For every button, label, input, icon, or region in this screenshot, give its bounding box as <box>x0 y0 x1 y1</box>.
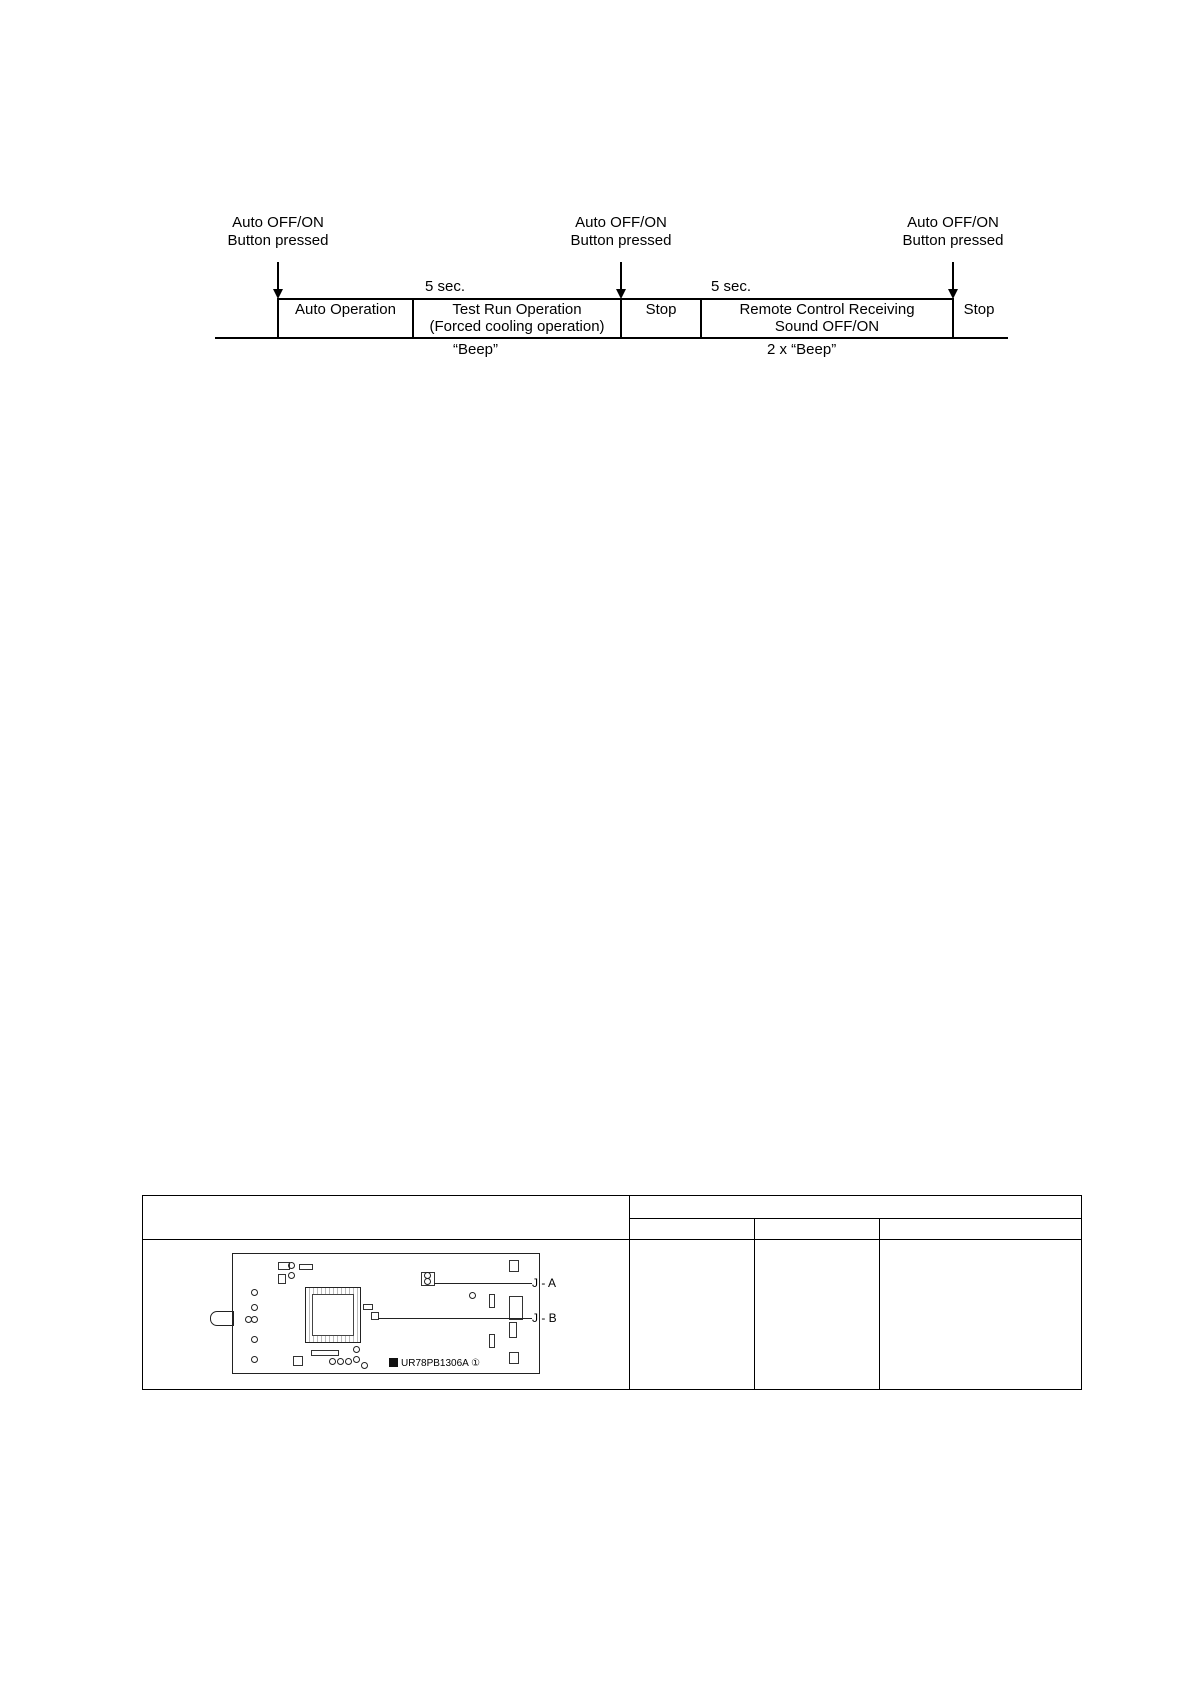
press-arrow-3-shaft <box>952 262 954 292</box>
mounting-hole <box>469 1292 476 1299</box>
press-label-2 <box>541 214 701 250</box>
pcb-drawing <box>210 1253 560 1376</box>
microcontroller-chip <box>305 1287 361 1343</box>
table-column-divider <box>879 1218 880 1390</box>
mounting-hole <box>251 1289 258 1296</box>
table-row-divider <box>143 1239 1081 1240</box>
circled-one-icon: ① <box>471 1358 481 1369</box>
pcb-pad <box>288 1272 295 1279</box>
pcb-component <box>293 1356 303 1366</box>
interval-label-1: 5 sec. <box>425 278 466 295</box>
pcb-marking-text: UR78PB1306A <box>401 1358 469 1369</box>
pcb-board <box>232 1253 540 1374</box>
pcb-component <box>278 1274 286 1284</box>
pcb-component <box>489 1294 495 1308</box>
press-arrow-2-shaft <box>620 262 622 292</box>
state-test-run-line1: Test Run Operation <box>452 301 582 318</box>
press-label-1-line1: Auto OFF/ON <box>232 214 324 231</box>
jumper-b-leader <box>378 1318 532 1319</box>
state-test-run-line2: (Forced cooling operation) <box>429 318 605 335</box>
pcb-component <box>299 1264 313 1270</box>
pcb-pad <box>329 1358 336 1365</box>
jumper-a-hole <box>424 1278 431 1285</box>
beep-label-2: 2 x “Beep” <box>767 341 837 358</box>
pcb-component <box>363 1304 373 1310</box>
table-column-divider <box>754 1218 755 1390</box>
mounting-hole <box>245 1316 252 1323</box>
state-test-run <box>414 301 620 335</box>
mounting-hole <box>251 1336 258 1343</box>
state-remote-line1: Remote Control Receiving <box>739 301 915 318</box>
pcb-component <box>509 1322 517 1338</box>
jumper-table <box>142 1195 1082 1390</box>
manufacturer-logo-icon <box>389 1358 398 1367</box>
pcb-pad <box>345 1358 352 1365</box>
pcb-component <box>509 1352 519 1364</box>
timeline-top-border <box>277 298 954 300</box>
pcb-pad <box>337 1358 344 1365</box>
pcb-component <box>489 1334 495 1348</box>
state-auto-operation: Auto Operation <box>295 301 396 318</box>
pcb-component <box>311 1350 339 1356</box>
timing-diagram <box>0 0 1190 380</box>
jumper-a-leader <box>434 1283 532 1284</box>
state-remote-line2: Sound OFF/ON <box>774 318 880 335</box>
pcb-pad <box>353 1356 360 1363</box>
beep-label-1: “Beep” <box>453 341 499 358</box>
press-arrow-1-shaft <box>277 262 279 292</box>
table-column-divider <box>629 1196 630 1390</box>
table-row-divider <box>629 1218 1081 1219</box>
jumper-b-label: J - B <box>532 1311 557 1325</box>
state-remote-sound <box>702 301 952 335</box>
mounting-hole <box>251 1304 258 1311</box>
press-label-2-line1: Auto OFF/ON <box>575 214 667 231</box>
state-stop-2: Stop <box>963 301 995 318</box>
press-label-1 <box>198 214 358 250</box>
jumper-a-label: J - A <box>532 1276 557 1290</box>
pcb-component <box>509 1260 519 1272</box>
press-label-3-line1: Auto OFF/ON <box>907 214 999 231</box>
pcb-pad <box>353 1346 360 1353</box>
microcontroller-chip-body <box>312 1294 354 1336</box>
interval-label-2: 5 sec. <box>711 278 752 295</box>
pcb-component <box>509 1296 523 1320</box>
pcb-pad <box>361 1362 368 1369</box>
pcb-marking <box>389 1358 480 1369</box>
mounting-hole <box>251 1316 258 1323</box>
state-stop-1: Stop <box>645 301 677 318</box>
timeline-baseline <box>215 337 1008 339</box>
pcb-pad <box>288 1262 295 1269</box>
press-label-3 <box>873 214 1033 250</box>
press-label-3-line2: Button pressed <box>902 232 1004 249</box>
press-label-1-line2: Button pressed <box>227 232 329 249</box>
led-icon <box>210 1311 234 1326</box>
press-label-2-line2: Button pressed <box>570 232 672 249</box>
mounting-hole <box>251 1356 258 1363</box>
